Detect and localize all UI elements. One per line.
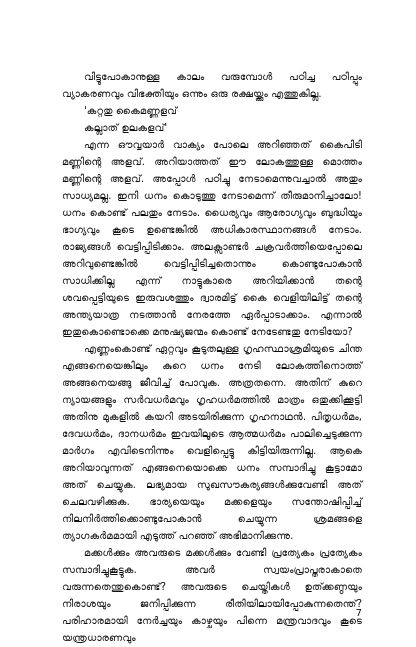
opening-paragraph: വിട്ടുപോകാനുള്ള കാലം വരുമ്പോൾ പഠിച്ച പഠിപ്പും വ്യാകരണവും വിഭക്തിയും ഒന്നും ഒരു രക്ഷയ്ക്കും എത്തുകില്ല. <box>62 72 362 100</box>
body-paragraph-3: മക്കൾക്കും അവരുടെ മക്കൾക്കും വേണ്ടി പ്രത്യേകം പ്രത്യേകം സമ്പാദിച്ചുകൂട്ടുക. അവർ സ്വയംപ്രാപ്തരാകാതെ വരുന്നതെന്തുകൊണ്ട്? അവരുടെ ചെയ്തികൾ ഉത്ക്കണ്ഠയും നിരാശയും ജനിപ്പിക്കുന്ന രീതിയിലായിപ്പോകുന്നതെന്ത്? പരിഹാരമായി നേർച്ചയും കാഴ്ചയും പിന്നെ മന്ത്രവാദവും കൂടെ യന്ത്രധാരണവും <box>62 548 362 644</box>
page-body <box>62 69 362 647</box>
body-paragraph-1: എന്ന ഔവ്വയാർ വാക്യം പോലെ അറിഞ്ഞത് കൈപിടി മണ്ണിന്റെ അളവ്. അറിയാത്തത് ഈ ലോകത്തുള്ള മൊത്തം മണ്ണിന്റെ അളവ്. അപ്പോൾ പഠിച്ചു നേടാമെന്നുവച്ചാൽ അതും സാധ്യമല്ല. ഇനി ധനം കൊടുത്തു നേടാമെന്ന് തീരുമാനിച്ചാലോ! ധനം കൊണ്ട് പലതും നേടാം. ധൈര്യവും ആരോഗ്യവും ബുദ്ധിയും ഭാഗ്യവും കൂടെ ഉണ്ടെങ്കിൽ അധികാരസ്ഥാനങ്ങൾ നേടാം. രാജ്യങ്ങൾ വെട്ടിപ്പിടിക്കാം. അലക്സാണ്ടർ ചക്രവർത്തിയെപ്പോലെ അറിവുണ്ടെങ്കിൽ വെട്ടിപ്പിടിച്ചതൊന്നും കൊണ്ടുപോകാൻ സാധിക്കില്ല എന്ന് നാട്ടുകാരെ അറിയിക്കാൻ തന്റെ ശവപ്പെട്ടിയുടെ ഇരുവശത്തും ദ്വാരമിട്ട് കൈ വെളിയിലിട്ട് തന്റെ അന്ത്യയാത്ര നടത്താൻ നേരത്തേ ഏർപ്പാടാക്കാം. എന്നാൽ ഇതുകൊണ്ടൊക്കെ മനുഷ്യജന്മം കൊണ്ട് നേടേണ്ടതു നേടിയോ? <box>62 140 362 338</box>
quote-line-1: 'കറ്റതു കൈമണ്ണളവ് <box>84 106 177 117</box>
page-number: 7 <box>355 608 362 619</box>
quote-line-2: കല്ലാത് ഉലകളവ്' <box>84 123 168 134</box>
body-paragraph-2: എണ്ണംകൊണ്ട് ഏറ്റവും കൂടുതലുള്ള ഗൃഹസ്ഥാശ്രമിയുടെ ചിന്ത എങ്ങനെയെങ്കിലും കുറെ ധനം നേടി ലോകത്തിനൊത്ത് അങ്ങനെയങ്ങു ജീവിച്ച് പോവുക. അത്രതന്നെ. അതിന് കുറെ ന്യായങ്ങളും സർവധർമവും ഗൃഹധർമത്തിൽ മാത്രം ഒതുക്കിക്കൂട്ടി അതിനു മുകളിൽ കയറി അടയിരിക്കുന്ന ഗൃഹനാഥൻ. പിതൃധർമം, ദേവധർമം, ദാനധർമം ഇവയിലൂടെ ആത്മധർമം പാലിച്ചെടുക്കുന്ന മാർഗം എവിടെനിന്നും വെളിപ്പെട്ടു കിട്ടിയിരുന്നില്ല. ആകെ അറിയാവുന്നത് എങ്ങനെയൊക്കെ ധനം സമ്പാദിച്ചു കൂട്ടാമോ അത് ചെയ്യുക. ലഭ്യമായ സുഖസൗകര്യങ്ങൾക്കുവേണ്ടി അത് ചെലവഴിക്കുക. ഭാര്യയെയും മക്കളെയും സന്തോഷിപ്പിച്ച് നിലനിർത്തിക്കൊണ്ടുപോകാൻ ചെയ്യുന്ന ശ്രമങ്ങളെ ത്യാഗകർമമായി എടുത്ത് പറഞ്ഞ് അഭിമാനിക്കുന്നു. <box>62 344 362 542</box>
